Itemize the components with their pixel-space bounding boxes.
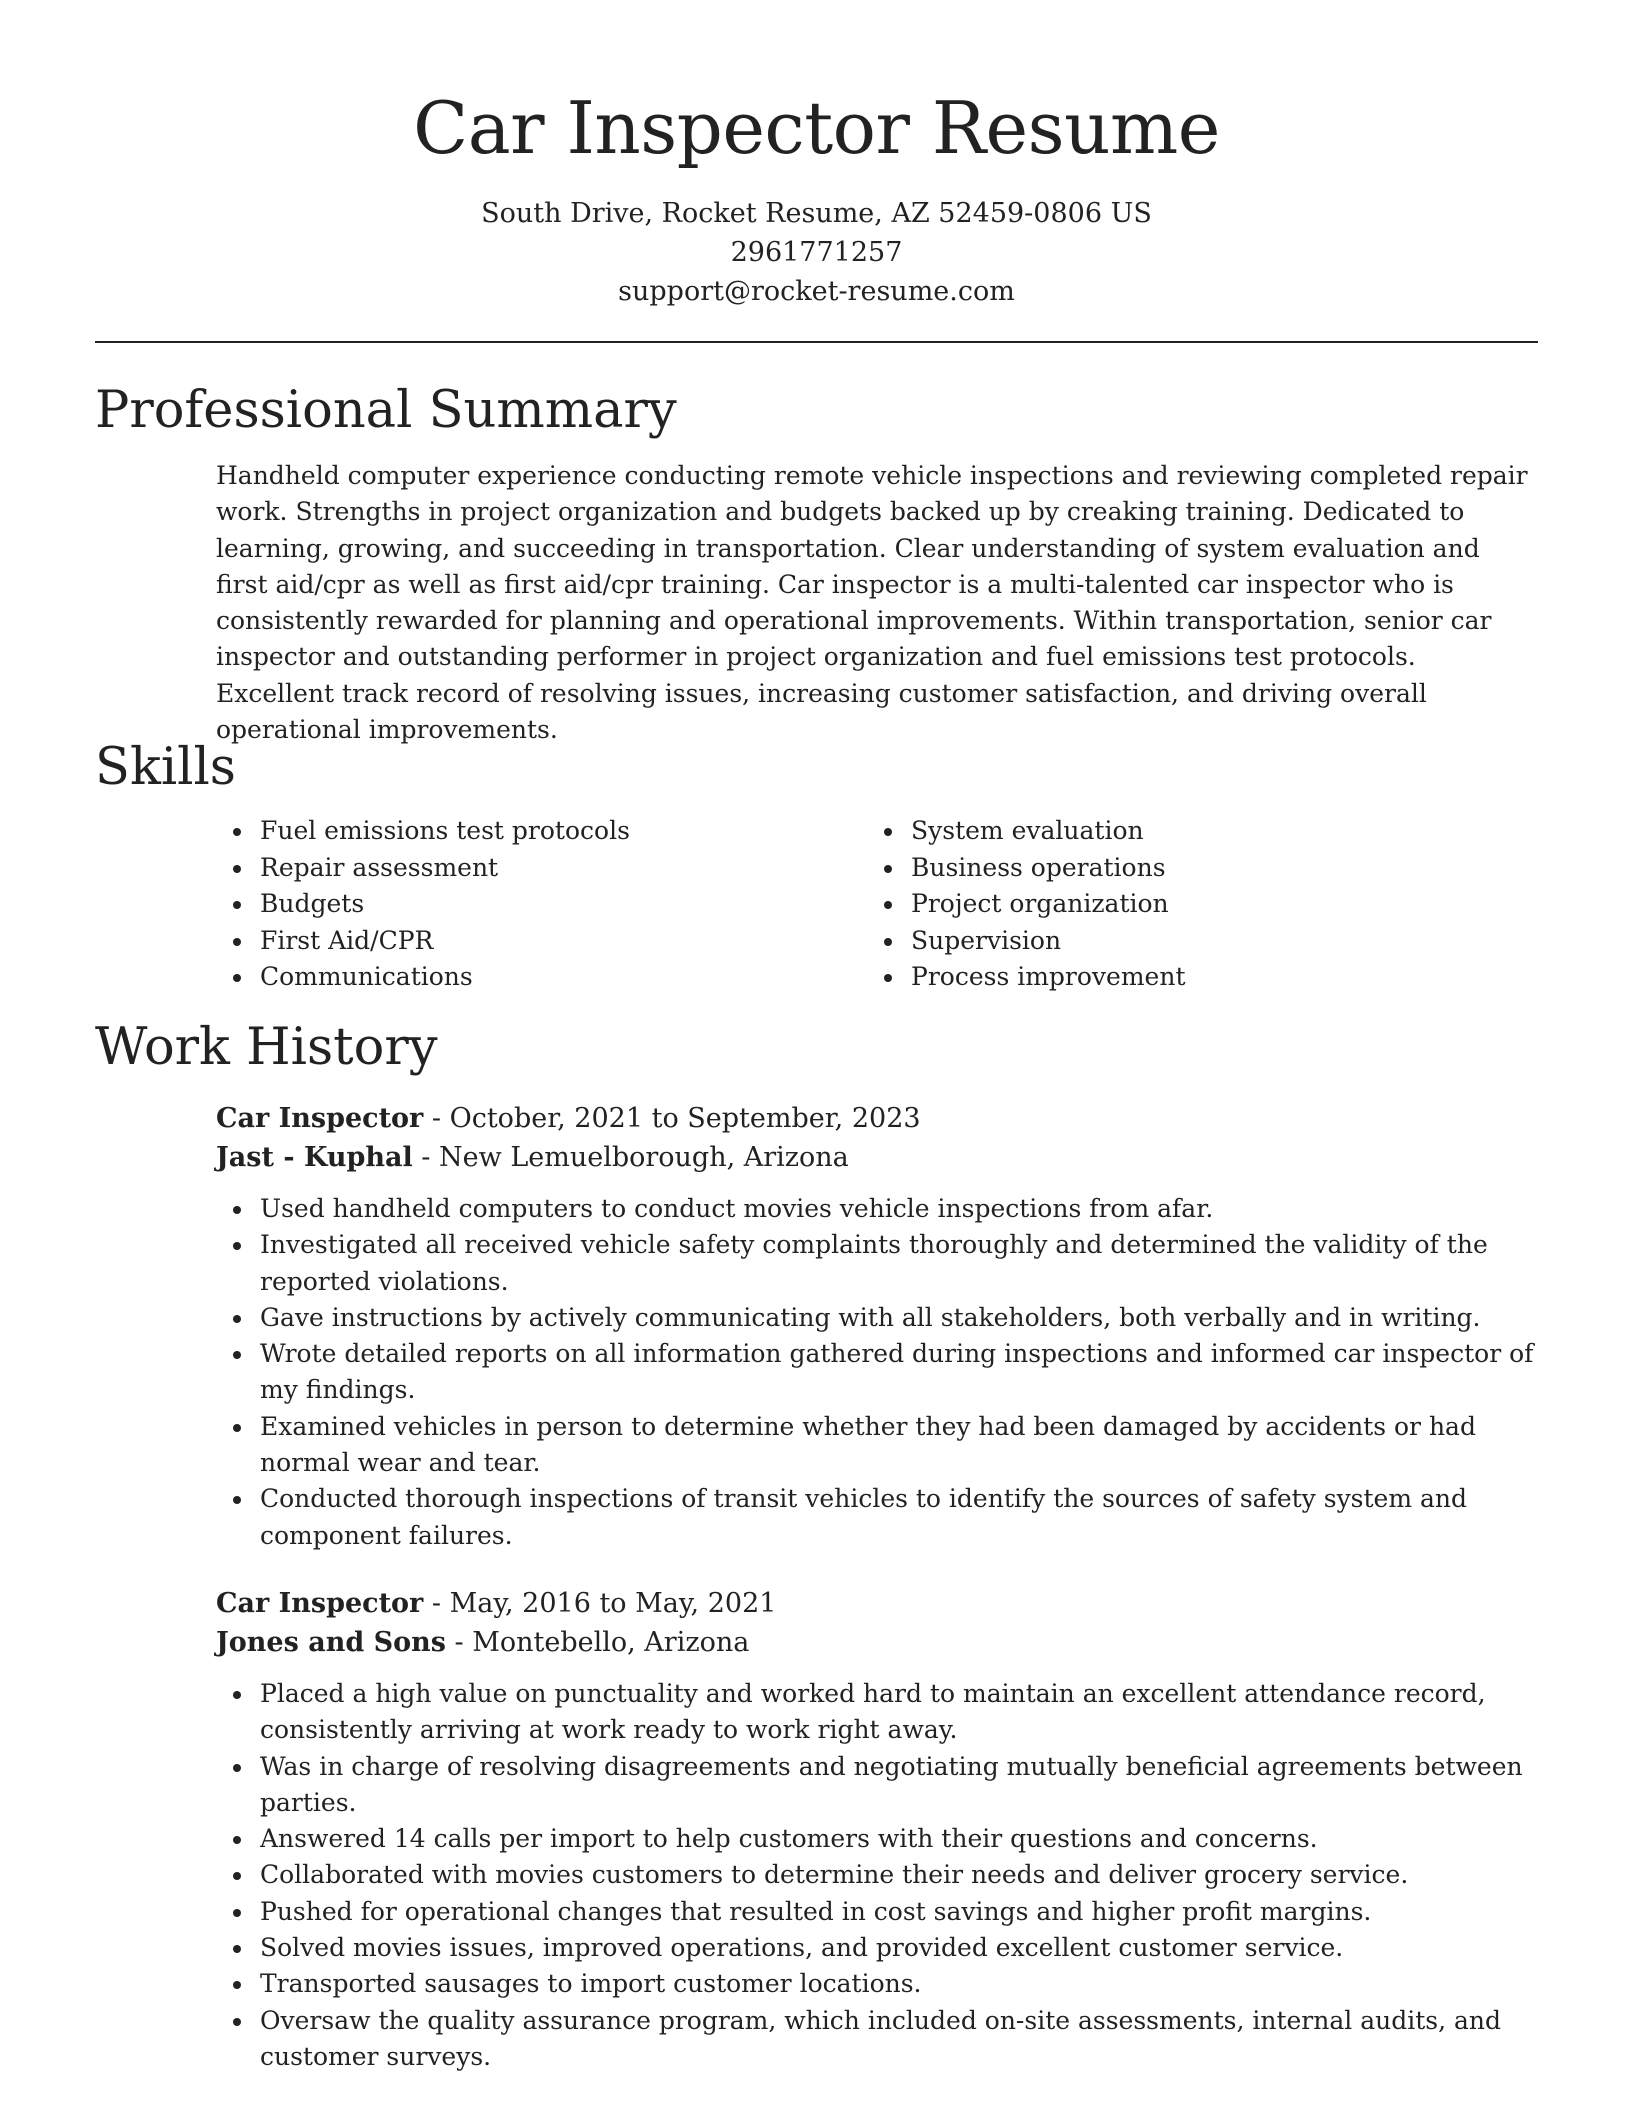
resume-title: Car Inspector Resume bbox=[413, 86, 1220, 170]
job-duties bbox=[216, 1676, 1538, 2075]
duty-item: Examined vehicles in person to determine whether they had been damaged by accidents or had normal wear and tear. bbox=[216, 1409, 1538, 1482]
job-company: Jones and Sons bbox=[216, 1627, 446, 1658]
job-company-line: Jones and Sons - Montebello, Arizona bbox=[216, 1627, 750, 1658]
skills-column-right bbox=[867, 813, 1518, 996]
duty-item: Used handheld computers to conduct movies vehicle inspections from afar. bbox=[216, 1191, 1538, 1227]
duty-item: Conducted thorough inspections of transit vehicles to identify the sources of safety system and component failures. bbox=[216, 1481, 1538, 1554]
job-dates: May, 2016 to May, 2021 bbox=[449, 1588, 777, 1619]
skill-item: Supervision bbox=[867, 923, 1518, 960]
job-title-line: Car Inspector - May, 2016 to May, 2021 bbox=[216, 1588, 777, 1619]
duty-item: Gave instructions by actively communicating with all stakeholders, both verbally and in writing. bbox=[216, 1300, 1538, 1336]
summary-heading: Professional Summary bbox=[95, 381, 677, 440]
email: support@rocket-resume.com bbox=[618, 276, 1015, 307]
job-company: Jast - Kuphal bbox=[216, 1142, 413, 1173]
duty-item: Solved movies issues, improved operations, and provided excellent customer service. bbox=[216, 1930, 1538, 1966]
job-dates: October, 2021 to September, 2023 bbox=[449, 1103, 921, 1134]
skill-item: Business operations bbox=[867, 850, 1518, 887]
duty-item: Investigated all received vehicle safety complaints thoroughly and determined the validity of the reported violations. bbox=[216, 1227, 1538, 1300]
job-location: Montebello, Arizona bbox=[472, 1627, 750, 1658]
resume-header bbox=[95, 0, 1538, 311]
job-entry bbox=[216, 1099, 1538, 1554]
duty-item: Answered 14 calls per import to help customers with their questions and concerns. bbox=[216, 1821, 1538, 1857]
skill-item: Project organization bbox=[867, 886, 1518, 923]
job-company-line: Jast - Kuphal - New Lemuelborough, Arizona bbox=[216, 1142, 849, 1173]
phone: 2961771257 bbox=[730, 237, 903, 268]
skill-item: First Aid/CPR bbox=[216, 923, 867, 960]
summary-text: Handheld computer experience conducting remote vehicle inspections and reviewing completed repair work. Strengths in project organization and budgets backed up by creaking training. Dedicated to learning, growing, and succeeding in transportation. Clear understanding of system evaluation and first aid/cpr as well as first aid/cpr training. Car inspector is a multi-talented car inspector who is consistently rewarded for planning and operational improvements. Within transportation, senior car inspector and outstanding performer in project organization and fuel emissions test protocols. Excellent track record of resolving issues, increasing customer satisfaction, and driving overall operational improvements. bbox=[216, 461, 1528, 745]
duty-item: Transported sausages to import customer locations. bbox=[216, 1966, 1538, 2002]
job-position: Car Inspector bbox=[216, 1588, 424, 1619]
duty-item: Wrote detailed reports on all information gathered during inspections and informed car inspector of my findings. bbox=[216, 1336, 1538, 1409]
skills-list bbox=[216, 813, 1538, 996]
contact-info bbox=[95, 194, 1538, 311]
duty-item: Oversaw the quality assurance program, which included on-site assessments, internal audits, and customer surveys. bbox=[216, 2003, 1538, 2076]
job-entry bbox=[216, 1584, 1538, 2075]
address: South Drive, Rocket Resume, AZ 52459-0806 US bbox=[481, 198, 1152, 229]
skill-item: Fuel emissions test protocols bbox=[216, 813, 867, 850]
duty-item: Placed a high value on punctuality and worked hard to maintain an excellent attendance record, consistently arriving at work ready to work right away. bbox=[216, 1676, 1538, 1749]
skill-item: Process improvement bbox=[867, 959, 1518, 996]
skills-heading: Skills bbox=[95, 738, 236, 797]
job-duties bbox=[216, 1191, 1538, 1554]
skills-column-left bbox=[216, 813, 867, 996]
job-location: New Lemuelborough, Arizona bbox=[439, 1142, 849, 1173]
header-divider bbox=[95, 341, 1538, 343]
skill-item: System evaluation bbox=[867, 813, 1518, 850]
duty-item: Pushed for operational changes that resulted in cost savings and higher profit margins. bbox=[216, 1894, 1538, 1930]
skill-item: Repair assessment bbox=[216, 850, 867, 887]
resume-page bbox=[95, 0, 1538, 2071]
job-title-line: Car Inspector - October, 2021 to September, 2023 bbox=[216, 1103, 921, 1134]
duty-item: Collaborated with movies customers to determine their needs and deliver grocery service. bbox=[216, 1857, 1538, 1893]
job-position: Car Inspector bbox=[216, 1103, 424, 1134]
skill-item: Communications bbox=[216, 959, 867, 996]
work-history-heading: Work History bbox=[95, 1018, 438, 1077]
skill-item: Budgets bbox=[216, 886, 867, 923]
duty-item: Was in charge of resolving disagreements and negotiating mutually beneficial agreements between parties. bbox=[216, 1749, 1538, 1822]
